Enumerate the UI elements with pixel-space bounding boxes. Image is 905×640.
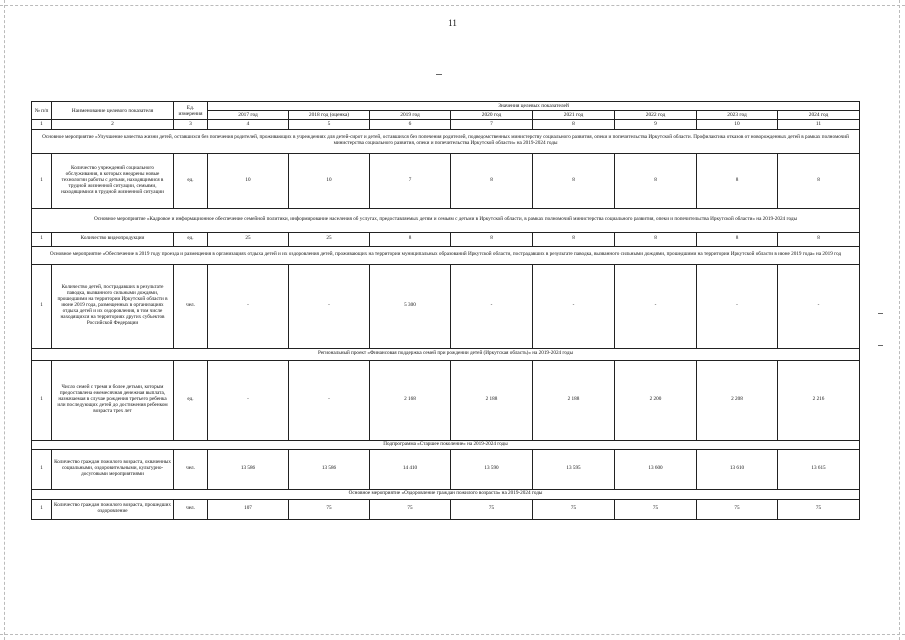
header-year: 2022 год [615, 111, 697, 120]
value-cell: 13 586 [289, 449, 370, 489]
column-number: 1 [32, 120, 52, 129]
header-year: 2018 год (оценка) [289, 111, 370, 120]
row-num: 1 [32, 499, 52, 519]
table-row [32, 264, 860, 348]
value-cell: 13 595 [533, 449, 615, 489]
section-title: Подпрограмма «Старшее поколение» на 2019-2024 годы [32, 440, 860, 449]
value-cell: 13 590 [451, 449, 533, 489]
value-cell: 2 168 [370, 360, 451, 440]
value-cell: 8 [697, 153, 778, 208]
value-cell: 13 586 [208, 449, 289, 489]
column-number: 9 [615, 120, 697, 129]
value-cell: 25 [208, 232, 289, 246]
section-title-row [32, 348, 860, 360]
column-number: 6 [370, 120, 451, 129]
indicator-name: Количество детей, пострадавших в результате паводка, вызванного сильными дождями, прошедшими на территории Иркутской области в июне 2019 года, размещенных в организациях отдыха детей и их оздоровления, в том числе находящихся на территориях других субъектов Российской Федерации [52, 264, 174, 348]
table-row [32, 499, 860, 519]
section-title-row [32, 489, 860, 499]
column-number: 2 [52, 120, 174, 129]
table-row [32, 153, 860, 208]
header-year: 2023 год [697, 111, 778, 120]
column-number: 11 [778, 120, 860, 129]
value-cell: 8 [533, 153, 615, 208]
section-title: Основное мероприятие «Улучшение качества жизни детей, оставшихся без попечения родителей, проживающих в учреждениях для детей-сирот и детей, оставшихся без попечения родителей, подведомственных министерству социального развития, опеки и попечительства Иркутской области. Профилактика отказов от новорожденных детей в рамках полномочий министерства социального развития, опеки и попечительства Иркутской области» на 2019-2024 годы [32, 129, 860, 153]
value-cell: 8 [451, 232, 533, 246]
value-cell: 13 600 [615, 449, 697, 489]
unit-cell: чел. [174, 499, 208, 519]
column-number: 3 [174, 120, 208, 129]
value-cell: 2 200 [615, 360, 697, 440]
table-row [32, 360, 860, 440]
value-cell: 14 410 [370, 449, 451, 489]
value-cell: 2 188 [451, 360, 533, 440]
value-cell: - [289, 264, 370, 348]
indicator-name: Количество видеопродукции [52, 232, 174, 246]
column-numbers-row [32, 120, 860, 129]
unit-cell: ед. [174, 360, 208, 440]
value-cell: 2 216 [778, 360, 860, 440]
column-number: 4 [208, 120, 289, 129]
header-year: 2019 год [370, 111, 451, 120]
value-cell: - [208, 360, 289, 440]
table-body [32, 102, 860, 520]
value-cell: 75 [615, 499, 697, 519]
value-cell: 75 [533, 499, 615, 519]
row-num: 1 [32, 360, 52, 440]
value-cell: - [697, 264, 778, 348]
value-cell: 75 [778, 499, 860, 519]
indicator-name: Количество учреждений социального обслуживания, в которых внедрены новые технологии работы с детьми, находящимися в трудной жизненной ситуации, семьями, находящимися в трудной жизненной ситуации [52, 153, 174, 208]
row-num: 1 [32, 232, 52, 246]
value-cell: 13 610 [697, 449, 778, 489]
section-title: Основное мероприятие «Оздоровление граждан пожилого возраста» на 2019-2024 годы [32, 489, 860, 499]
section-title: Основное мероприятие «Кадровое и информационное обеспечение семейной политики, информирование населения об услугах, предоставляемых детям и семьям с детьми в Иркутской области, в рамках полномочий министерства социального развития, опеки и попечительства Иркутской области» на 2019-2024 годы [32, 208, 860, 232]
header-year: 2021 год [533, 111, 615, 120]
value-cell: 25 [289, 232, 370, 246]
value-cell: 8 [370, 232, 451, 246]
value-cell: 13 615 [778, 449, 860, 489]
value-cell: 107 [208, 499, 289, 519]
header-year: 2024 год [778, 111, 860, 120]
value-cell: - [451, 264, 533, 348]
header-unit: Ед. измерения [174, 102, 208, 120]
header-values-group: Значения целевых показателей [208, 102, 860, 111]
section-title-row [32, 129, 860, 153]
value-cell: - [289, 360, 370, 440]
unit-cell: ед. [174, 232, 208, 246]
unit-cell: чел. [174, 449, 208, 489]
column-number: 8 [533, 120, 615, 129]
value-cell: 7 [370, 153, 451, 208]
page-number: 11 [448, 18, 457, 28]
column-number: 10 [697, 120, 778, 129]
value-cell: - [778, 264, 860, 348]
value-cell: 10 [208, 153, 289, 208]
row-num: 1 [32, 153, 52, 208]
header-row [32, 102, 860, 111]
value-cell: 75 [697, 499, 778, 519]
value-cell: 2 208 [697, 360, 778, 440]
indicator-name: Число семей с тремя и более детьми, которым предоставлена ежемесячная денежная выплата, назначаемая в случае рождения третьего ребенка или последующих детей до достижения ребенком возраста трех лет [52, 360, 174, 440]
header-num: № п/п [32, 102, 52, 120]
value-cell: 2 188 [533, 360, 615, 440]
value-cell: 8 [451, 153, 533, 208]
section-title-row [32, 246, 860, 264]
row-num: 1 [32, 264, 52, 348]
header-name: Наименование целевого показателя [52, 102, 174, 120]
table-row [32, 232, 860, 246]
indicator-name: Количество граждан пожилого возраста, охваченных социальными, оздоровительными, культурно-досуговыми мероприятиями [52, 449, 174, 489]
header-year: 2020 год [451, 111, 533, 120]
row-num: 1 [32, 449, 52, 489]
section-title-row [32, 440, 860, 449]
value-cell: 8 [533, 232, 615, 246]
value-cell: - [208, 264, 289, 348]
value-cell: 5 300 [370, 264, 451, 348]
column-number: 7 [451, 120, 533, 129]
value-cell: - [533, 264, 615, 348]
value-cell: 10 [289, 153, 370, 208]
unit-cell: ед. [174, 153, 208, 208]
value-cell: 75 [451, 499, 533, 519]
value-cell: 8 [778, 153, 860, 208]
value-cell: 8 [615, 153, 697, 208]
value-cell: 75 [370, 499, 451, 519]
section-title: Региональный проект «Финансовая поддержка семей при рождении детей (Иркутская область)» на 2019-2024 годы [32, 348, 860, 360]
table-row [32, 449, 860, 489]
indicator-name: Количество граждан пожилого возраста, прошедших оздоровление [52, 499, 174, 519]
value-cell: 75 [289, 499, 370, 519]
value-cell: - [615, 264, 697, 348]
section-title: Основное мероприятие «Обеспечение в 2019 году проезда и размещения в организациях отдыха детей и их оздоровления детей, проживающих на территории муниципальных образований Иркутской области, пострадавших в результате паводка, вызванного сильными дождями, прошедшими на территории Иркутской области в июне 2019 года» на 2019 год [32, 246, 860, 264]
value-cell: 8 [615, 232, 697, 246]
header-year: 2017 год [208, 111, 289, 120]
indicators-table [31, 101, 860, 520]
value-cell: 8 [697, 232, 778, 246]
unit-cell: чел. [174, 264, 208, 348]
column-number: 5 [289, 120, 370, 129]
value-cell: 8 [778, 232, 860, 246]
section-title-row [32, 208, 860, 232]
